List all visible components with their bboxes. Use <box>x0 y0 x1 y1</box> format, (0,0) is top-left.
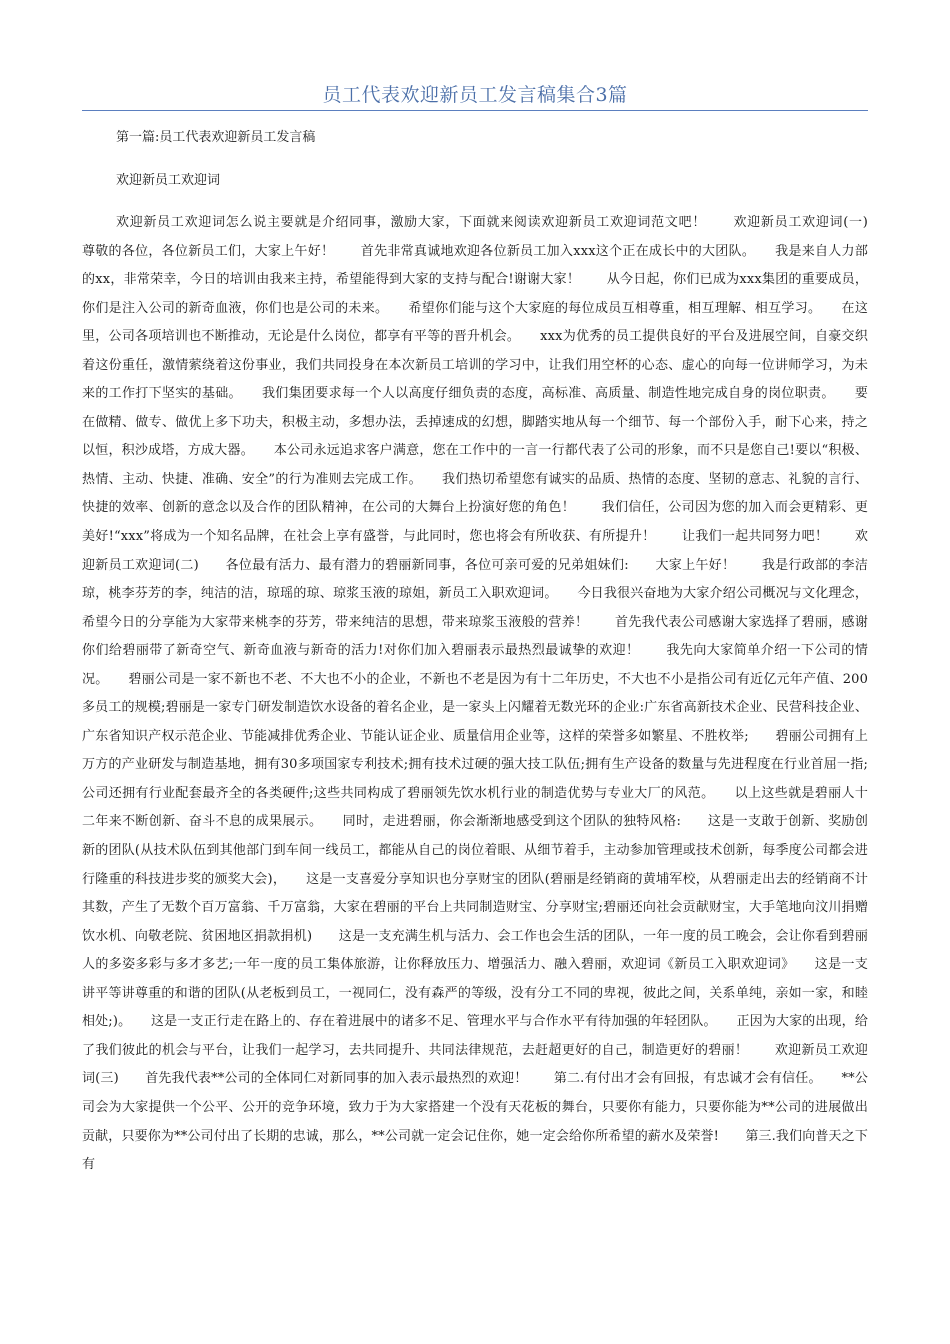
sub-heading: 欢迎新员工欢迎词 <box>116 173 221 188</box>
section-heading: 第一篇:员工代表欢迎新员工发言稿 <box>116 130 316 145</box>
body-paragraph: 欢迎新员工欢迎词怎么说主要就是介绍同事，激励大家，下面就来阅读欢迎新员工欢迎词范文吧！ 欢迎新员工欢迎词(一) 尊敬的各位，各位新员工们，大家上午好！ 首先非常真诚地欢迎各位新员工加入xxx这个正在成长中的大团队。 我是来自人力部的xx，非常荣幸，今日的培训由我来主持，希望能得到大家的支持与配合!谢谢大家！ 从今日起，你们已成为xxx集团的重要成员，你们是注入公司的新奇血液，你们也是公司的未来。 希望你们能与这个大家庭的每位成员互相尊重，相互理解、相互学习。 在这里，公司各项培训也不断推动，无论是什么岗位，都享有平等的晋升机会。 xxx为优秀的员工提供良好的平台及进展空间，自豪交织着这份重任，激情萦绕着这份事业，我们共同投身在本次新员工培训的学习中，让我们用空杯的心态、虚心的向每一位讲师学习，为未来的工作打下坚实的基础。 我们集团要求每一个人以高度仔细负责的态度，高标准、高质量、制造性地完成自身的岗位职责。 要在做精、做专、做优上多下功夫，积极主动，多想办法，丢掉速成的幻想，脚踏实地从每一个细节、每一个部份入手，耐下心来，持之以恒，积沙成塔，方成大器。 本公司永远追求客户满意，您在工作中的一言一行都代表了公司的形象，而不只是您自己!要以“积极、热情、主动、快捷、准确、安全”的行为准则去完成工作。 我们热切希望您有诚实的品质、热情的态度、坚韧的意志、礼貌的言行、快捷的效率、创新的意念以及合作的团队精神，在公司的大舞台上扮演好您的角色！ 我们信任，公司因为您的加入而会更精彩、更美好!“xxx”将成为一个知名品牌，在社会上享有盛誉，与此同时，您也将会有所收获、有所提升！ 让我们一起共同努力吧！ 欢迎新员工欢迎词(二) 各位最有活力、最有潜力的碧丽新同事，各位可亲可爱的兄弟姐妹们: 大家上午好！ 我是行政部的李洁琼，桃李芬芳的李，纯洁的洁，琼瑶的琼、琼浆玉液的琼姐，新员工入职欢迎词。 今日我很兴奋地为大家介绍公司概况与文化理念，希望今日的分享能为大家带来桃李的芬芳，带来纯洁的思想，带来琼浆玉液般的营养！ 首先我代表公司感谢大家选择了碧丽，感谢你们给碧丽带了新奇空气、新奇血液与新奇的活力!对你们加入碧丽表示最热烈最诚挚的欢迎！ 我先向大家简单介绍一下公司的情况。 碧丽公司是一家不新也不老、不大也不小的企业，不新也不老是因为有十二年历史，不大也不小是指公司有近亿元年产值、200多员工的规模;碧丽是一家专门研发制造饮水设备的着名企业，是一家头上闪耀着无数光环的企业:广东省高新技术企业、民营科技企业、广东省知识产权示范企业、节能减排优秀企业、节能认证企业、质量信用企业等，这样的荣誉多如繁星、不胜枚举; 碧丽公司拥有上万方的产业研发与制造基地，拥有30多项国家专利技术;拥有技术过硬的强大技工队伍;拥有生产设备的数量与先进程度在行业首屈一指;公司还拥有行业配套最齐全的各类硬件;这些共同构成了碧丽领先饮水机行业的制造优势与专业大厂的风范。 以上这些就是碧丽人十二年来不断创新、奋斗不息的成果展示。 同时，走进碧丽，你会渐渐地感受到这个团队的独特风格: 这是一支敢于创新、奖励创新的团队(从技术队伍到其他部门到车间一线员工，都能从自己的岗位着眼、从细节着手，主动参加管理或技术创新，每季度公司都会进行隆重的科技进步奖的颁奖大会)， 这是一支喜爱分享知识也分享财宝的团队(碧丽是经销商的黄埔军校，从碧丽走出去的经销商不计其数，产生了无数个百万富翁、千万富翁，大家在碧丽的平台上共同制造财宝、分享财宝;碧丽还向社会贡献财宝，大手笔地向汶川捐赠饮水机、向敬老院、贫困地区捐款捐机) 这是一支充满生机与活力、会工作也会生活的团队，一年一度的员工晚会，会让你看到碧丽人的多姿多彩与多才多艺;一年一度的员工集体旅游，让你释放压力、增强活力、融入碧丽，欢迎词《新员工入职欢迎词》 这是一支讲平等讲尊重的和谐的团队(从老板到员工，一视同仁，没有森严的等级，没有分工不同的卑视，彼此之间，关系单纯，亲如一家，和睦相处;)。 这是一支正行走在路上的、存在着进展中的诸多不足、管理水平与合作水平有待加强的年轻团队。 正因为大家的出现，给了我们彼此的机会与平台，让我们一起学习，去共同提升、共同法律规范，去赶超更好的自己，制造更好的碧丽！ 欢迎新员工欢迎词(三) 首先我代表**公司的全体同仁对新同事的加入表示最热烈的欢迎！ 第二.有付出才会有回报，有忠诚才会有信任。 **公司会为大家提供一个公平、公开的竞争环境，致力于为大家搭建一个没有天花板的舞台，只要你有能力，只要你能为**公司的进展做出贡献，只要你为**公司付出了长期的忠诚，那么，**公司就一定会记住你，她一定会给你所希望的薪水及荣誉! 第三.我们向普天之下有 <box>82 215 895 1173</box>
title-underline-rule <box>82 110 868 111</box>
document-title: 员工代表欢迎新员工发言稿集合3篇 <box>322 84 628 106</box>
